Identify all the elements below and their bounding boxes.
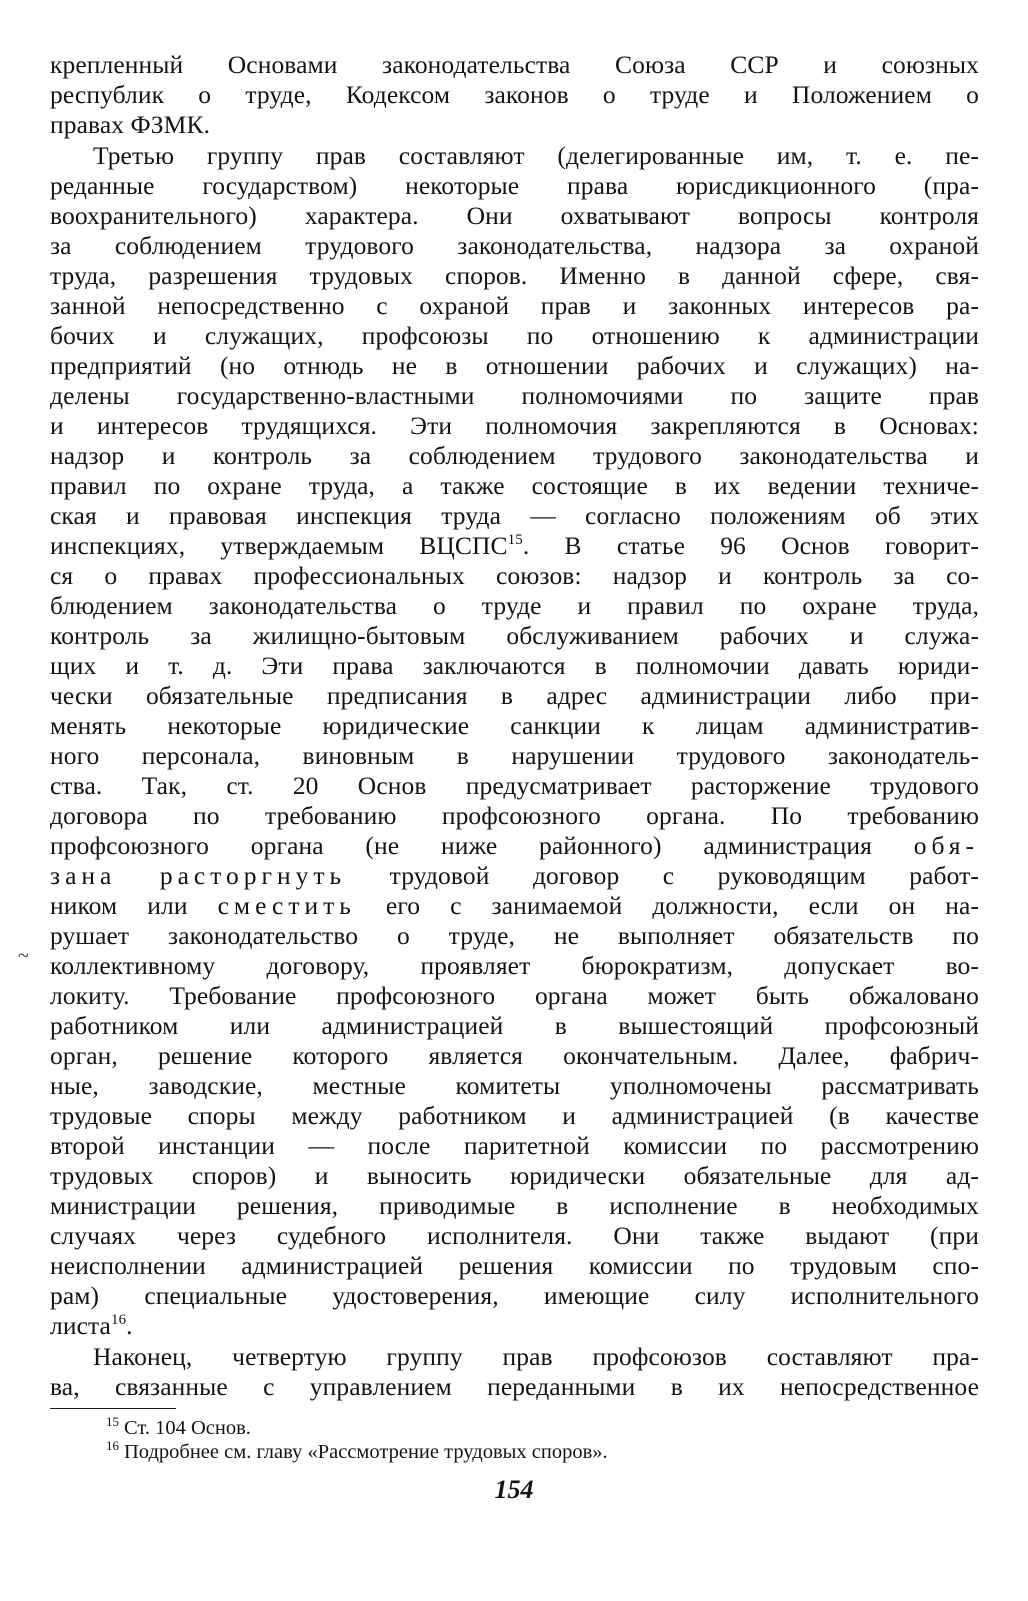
text-line: второй инстанции — после паритетной комиссии по рассмотрению	[50, 1131, 979, 1160]
line-text: его с занимаемой должности, если он на-	[385, 891, 979, 920]
text-line: и интересов трудящихся. Эти полномочия закрепляются в Основах:	[50, 411, 979, 440]
text-line: делены государственно-властными полномочиями по защите прав	[50, 381, 979, 410]
text-line: за соблюдением трудового законодательства, надзора за охраной	[50, 231, 979, 260]
emphasized-text: зана	[50, 861, 117, 890]
text-line	[50, 891, 979, 921]
text-line: правах ФЗМК.	[50, 110, 211, 139]
text-line	[50, 531, 979, 561]
text-line: правил по охране труда, а также состоящие в их ведении техниче-	[50, 471, 979, 500]
footnote-text: Ст. 104 Основ.	[124, 1417, 251, 1439]
text-line: предприятий (но отнюдь не в отношении рабочих и служащих) на-	[50, 351, 979, 380]
text-line: труда, разрешения трудовых споров. Именно в данной сфере, свя-	[50, 261, 979, 290]
text-line: случаях через судебного исполнителя. Они также выдают (при	[50, 1221, 979, 1250]
page-number: 154	[494, 1475, 534, 1504]
text-line: крепленный Основами законодательства Союза ССР и союзных	[50, 50, 979, 79]
footnote-number: 16	[106, 1438, 119, 1453]
text-line: локиту. Требование профсоюзного органа может быть обжаловано	[50, 981, 979, 1010]
text-line: занной непосредственно с охраной прав и законных интересов ра-	[50, 291, 979, 320]
emphasized-text: расторгнуть	[159, 861, 347, 890]
footnote-divider	[50, 1408, 176, 1409]
line-text: ником или	[50, 891, 188, 920]
text-line: контроль за жилищно-бытовым обслуживанием рабочих и служа-	[50, 621, 979, 650]
emphasized-text: обя-	[913, 831, 979, 860]
text-line	[50, 1311, 133, 1341]
text-line: ся о правах профессиональных союзов: надзор и контроль за со-	[50, 561, 979, 590]
text-line: щих и т. д. Эти права заключаются в полномочии давать юриди-	[50, 651, 979, 680]
text-line: рушает законодательство о труде, не выполняет обязательств по	[50, 921, 979, 950]
text-line: коллективному договору, проявляет бюрократизм, допускает во-	[50, 951, 979, 980]
text-line: бочих и служащих, профсоюзы по отношению к администрации	[50, 321, 979, 350]
text-line: орган, решение которого является окончательным. Далее, фабрич-	[50, 1041, 979, 1070]
paragraph-start: Наконец, четвертую группу прав профсоюзов составляют пра-	[93, 1342, 979, 1371]
text-line: реданные государством) некоторые права юрисдикционного (пра-	[50, 171, 979, 200]
footnote	[106, 1440, 608, 1464]
footnote-number: 15	[106, 1414, 119, 1429]
text-line: блюдением законодательства о труде и правил по охране труда,	[50, 591, 979, 620]
text-line	[50, 831, 979, 861]
footnote-text: Подробнее см. главу «Рассмотрение трудовых споров».	[124, 1441, 608, 1463]
text-line: воохранительного) характера. Они охватывают вопросы контроля	[50, 201, 979, 230]
text-line	[50, 861, 979, 891]
text-line: работником или администрацией в вышестоящий профсоюзный	[50, 1011, 979, 1040]
line-text: профсоюзного органа (не ниже районного) администрация	[50, 831, 872, 860]
text-line: менять некоторые юридические санкции к лицам административ-	[50, 711, 979, 740]
text-line: ва, связанные с управлением переданными в их непосредственное	[50, 1372, 979, 1401]
emphasized-text: сместить	[217, 891, 356, 920]
text-line: ного персонала, виновным в нарушении трудового законодатель-	[50, 741, 979, 770]
line-text: . В статье 96 Основ говорит-	[522, 531, 979, 560]
text-line: неисполнении администрацией решения комиссии по трудовым спо-	[50, 1251, 979, 1280]
text-line: ская и правовая инспекция труда — согласно положениям об этих	[50, 501, 979, 530]
line-text: листа	[50, 1311, 111, 1340]
text-line: министрации решения, приводимые в исполнение в необходимых	[50, 1191, 979, 1220]
footnote-ref-16: 16	[110, 1312, 127, 1328]
text-line: республик о труде, Кодексом законов о труде и Положением о	[50, 80, 979, 109]
text-line: трудовые споры между работником и администрацией (в качестве	[50, 1101, 979, 1130]
line-text: трудовой договор с руководящим работ-	[389, 861, 979, 890]
text-line: договора по требованию профсоюзного органа. По требованию	[50, 801, 979, 830]
line-text: инспекциях, утверждаемым ВЦСПС	[50, 531, 508, 560]
margin-mark: ~	[18, 945, 29, 967]
text-line: чески обязательные предписания в адрес администрации либо при-	[50, 681, 979, 710]
footnote-ref-15: 15	[507, 532, 523, 548]
text-line: трудовых споров) и выносить юридически обязательные для ад-	[50, 1161, 979, 1190]
text-line: ства. Так, ст. 20 Основ предусматривает расторжение трудового	[50, 771, 979, 800]
text-line: надзор и контроль за соблюдением трудового законодательства и	[50, 441, 979, 470]
text-line: рам) специальные удостоверения, имеющие силу исполнительного	[50, 1281, 979, 1310]
paragraph-start: Третью группу прав составляют (делегированные им, т. е. пе-	[93, 141, 979, 170]
footnote	[106, 1416, 251, 1440]
text-line: ные, заводские, местные комитеты уполномочены рассматривать	[50, 1071, 979, 1100]
line-text: .	[126, 1311, 133, 1340]
